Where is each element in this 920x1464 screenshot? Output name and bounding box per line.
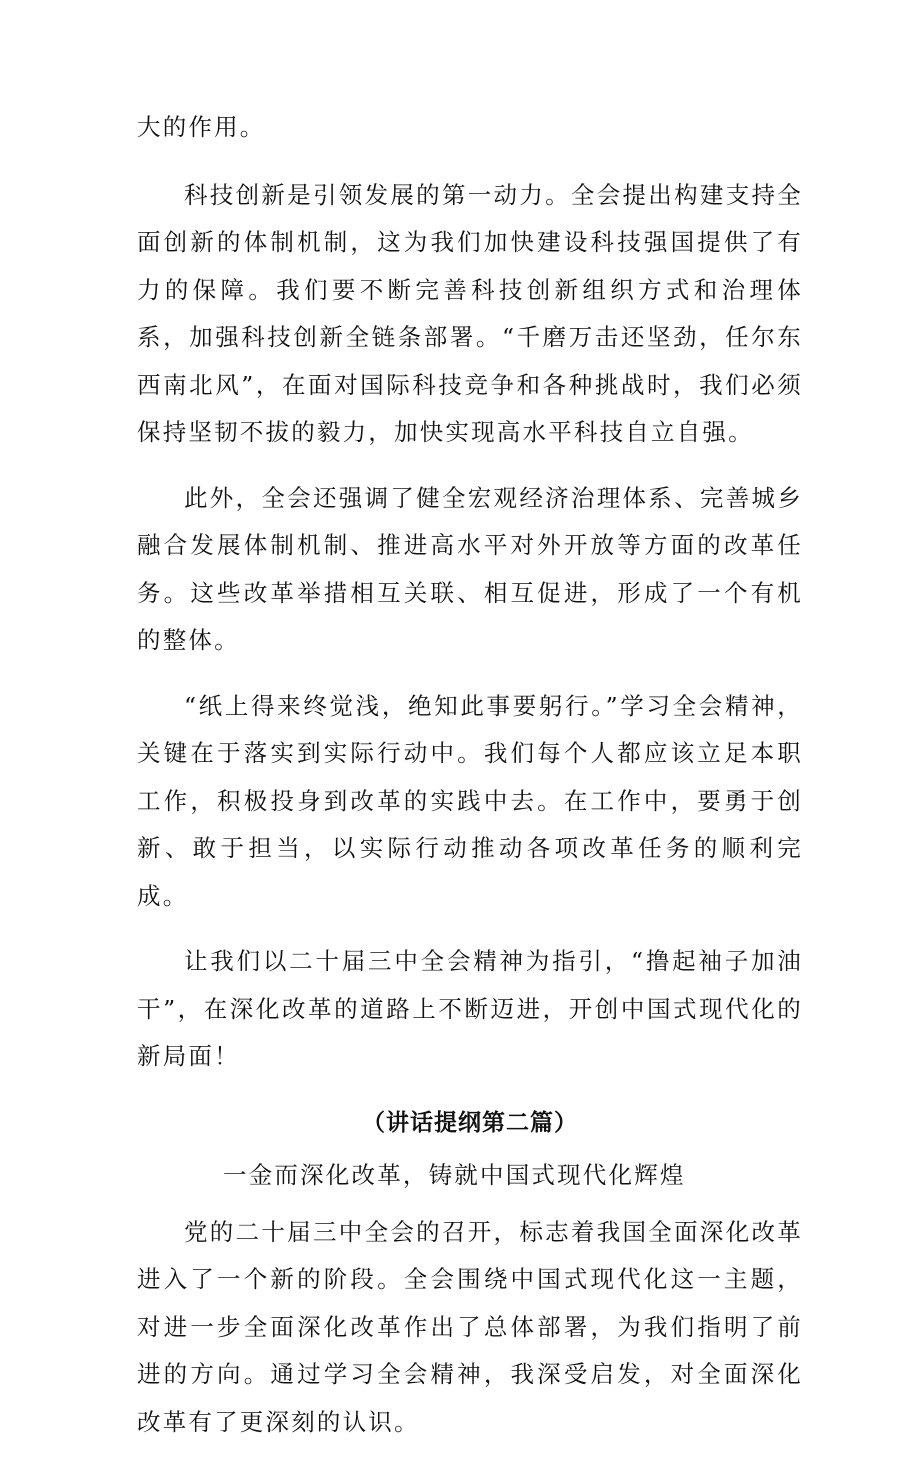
paragraph-other-reforms: 此外，全会还强调了健全宏观经济治理体系、完善城乡融合发展体制机制、推进高水平对外开放等方面的改革任务。这些改革举措相互关联、相互促进，形成了一个有机的整体。 (137, 483, 803, 654)
paragraph-plenum-intro: 党的二十届三中全会的召开，标志着我国全面深化改革进入了一个新的阶段。全会围绕中国式现代化这一主题，对进一步全面深化改革作出了总体部署，为我们指明了前进的方向。通过学习全会精神，我深受启发，对全面深化改革有了更深刻的认识。 (137, 1217, 803, 1436)
section-subtitle: 一金而深化改革，铸就中国式现代化辉煌 (223, 1160, 686, 1189)
paragraph-tech-innovation: 科技创新是引领发展的第一动力。全会提出构建支持全面创新的体制机制，这为我们加快建设科技强国提供了有力的保障。我们要不断完善科技创新组织方式和治理体系，加强科技创新全链条部署。“千磨万击还坚劲，任尔东西南北风”，在面对国际科技竞争和各种挑战时，我们必须保持坚韧不拔的毅力，加快实现高水平科技自立自强。 (137, 180, 803, 446)
section-heading: （讲话提纲第二篇） (362, 1109, 578, 1136)
document-page (137, 104, 803, 1464)
paragraph-closing: 让我们以二十届三中全会精神为指引，“撸起袖子加油干”，在深化改革的道路上不断迈进，开创中国式现代化的新局面！ (137, 947, 803, 1070)
paragraph-continuation: 大的作用。 (137, 113, 266, 141)
paragraph-action: “纸上得来终觉浅，绝知此事要躬行。”学习全会精神，关键在于落实到实际行动中。我们每个人都应该立足本职工作，积极投身到改革的实践中去。在工作中，要勇于创新、敢于担当，以实际行动推动各项改革任务的顺利完成。 (137, 691, 803, 910)
